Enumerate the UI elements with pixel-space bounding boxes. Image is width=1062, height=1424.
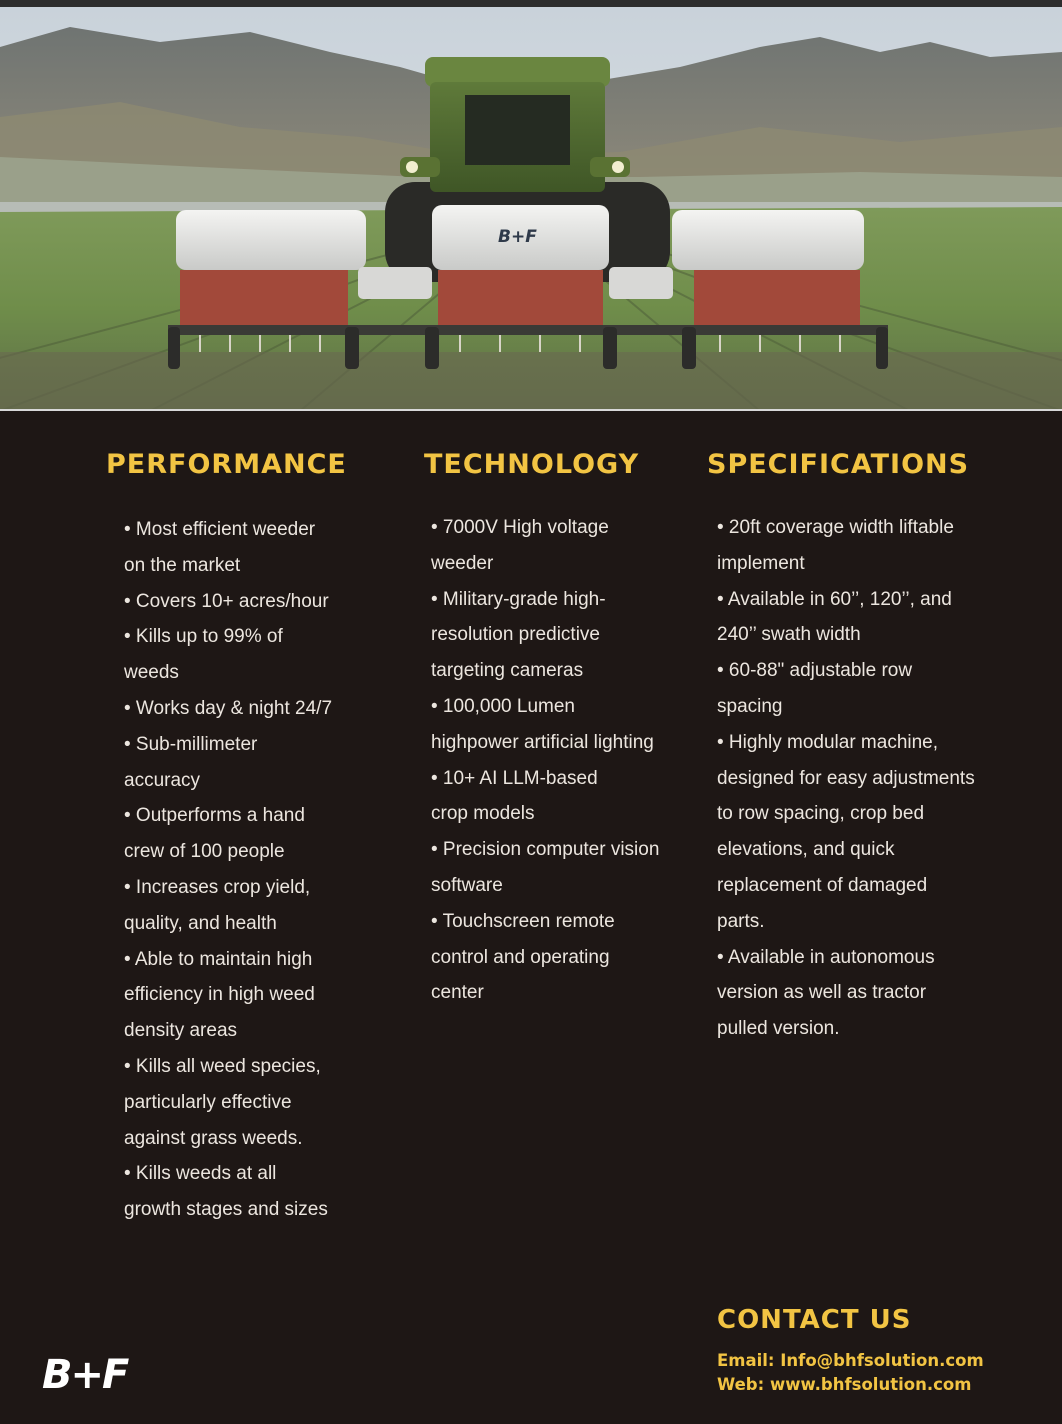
specifications-list-line: pulled version.	[717, 1018, 840, 1040]
specifications-list	[717, 510, 1037, 1047]
contact-heading: CONTACT US	[717, 1305, 912, 1335]
performance-list-line: • Works day & night 24/7	[124, 697, 333, 719]
performance-list-line: • Kills up to 99% of	[124, 626, 283, 648]
performance-list-line: • Covers 10+ acres/hour	[124, 590, 329, 612]
technology-list	[431, 510, 701, 1011]
performance-list-line: efficiency in high weed	[124, 984, 315, 1006]
specifications-list-line: designed for easy adjustments	[717, 767, 975, 789]
performance-list-line: • Able to maintain high	[124, 948, 313, 970]
technology-list-line: targeting cameras	[431, 660, 584, 682]
performance-list-line: density areas	[124, 1020, 238, 1042]
performance-list-line: • Sub-millimeter	[124, 733, 258, 755]
technology-list-line: software	[431, 874, 503, 896]
technology-list-line: control and operating	[431, 946, 610, 968]
technology-list-line: crop models	[431, 803, 535, 825]
specifications-list-line: • 20ft coverage width liftable	[717, 517, 954, 538]
performance-list-line: • Most efficient weeder	[124, 519, 316, 540]
logo-wordmark: B+F	[42, 1352, 128, 1394]
technology-list-line: center	[431, 982, 484, 1004]
top-edge-bar	[0, 0, 1062, 7]
technology-list-line: resolution predictive	[431, 624, 600, 646]
performance-list-line: • Kills weeds at all	[124, 1163, 277, 1185]
specifications-list-line: • 60-88" adjustable row	[717, 660, 913, 682]
specifications-list-line: elevations, and quick	[717, 839, 895, 861]
contact-web[interactable]: Web: www.bhfsolution.com	[717, 1375, 972, 1394]
performance-list	[124, 512, 414, 1228]
specifications-list-line: to row spacing, crop bed	[717, 803, 925, 825]
specifications-list-line: 240’’ swath width	[717, 624, 861, 646]
performance-list-line: quality, and health	[124, 912, 277, 934]
contact-email[interactable]: Email: Info@bhfsolution.com	[717, 1351, 984, 1370]
performance-list-line: • Increases crop yield,	[124, 876, 311, 898]
performance-list-line: weeds	[124, 662, 179, 684]
technology-list-line: • 100,000 Lumen	[431, 695, 575, 717]
technology-list-line: weeder	[431, 552, 494, 574]
hero-image	[0, 7, 1062, 411]
technology-list-line: highpower artificial lighting	[431, 731, 654, 753]
technology-list-line: • 7000V High voltage	[431, 517, 609, 538]
specifications-list-line: replacement of damaged	[717, 874, 928, 896]
performance-list-line: • Kills all weed species,	[124, 1055, 321, 1077]
bhf-logo	[42, 1352, 142, 1399]
technology-list-line: • Military-grade high-	[431, 588, 606, 610]
technology-list-line: • Touchscreen remote	[431, 910, 615, 932]
specifications-list-line: • Available in autonomous	[717, 946, 935, 968]
performance-list-line: growth stages and sizes	[124, 1199, 328, 1221]
specifications-list-line: version as well as tractor	[717, 982, 927, 1004]
performance-list-line: particularly effective	[124, 1091, 292, 1113]
performance-list-line: • Outperforms a hand	[124, 805, 305, 827]
technology-heading: TECHNOLOGY	[424, 449, 640, 480]
implement-logo: B+F	[498, 227, 537, 247]
technology-list-line: • Precision computer vision	[431, 839, 660, 861]
specifications-list-line: • Available in 60’’, 120’’, and	[717, 588, 952, 610]
specifications-heading: SPECIFICATIONS	[707, 449, 970, 480]
performance-list-line: crew of 100 people	[124, 841, 285, 863]
specifications-list-line: • Highly modular machine,	[717, 731, 939, 753]
performance-heading: PERFORMANCE	[106, 449, 347, 480]
specifications-list-line: implement	[717, 552, 805, 574]
performance-list-line: on the market	[124, 554, 241, 576]
technology-list-line: • 10+ AI LLM-based	[431, 767, 598, 789]
performance-list-line: against grass weeds.	[124, 1127, 303, 1149]
specifications-list-line: spacing	[717, 695, 783, 717]
performance-list-line: accuracy	[124, 769, 201, 791]
hero-divider	[0, 409, 1062, 411]
specifications-list-line: parts.	[717, 910, 765, 932]
